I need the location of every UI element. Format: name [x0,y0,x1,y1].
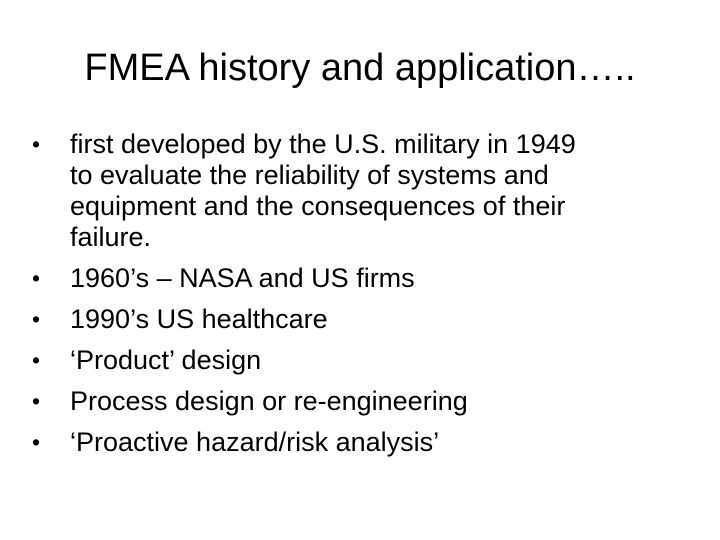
bullet-text: 1990’s US healthcare [70,304,328,334]
bullet-icon: • [32,306,41,332]
list-item [30,129,700,253]
bullet-icon: • [32,429,41,455]
list-item [30,304,700,335]
bullet-icon: • [32,388,41,414]
bullet-icon: • [32,347,41,373]
bullet-text: Process design or re-engineering [70,386,468,416]
bullet-text: 1960’s – NASA and US firms [70,263,415,293]
list-item [30,427,700,458]
slide-title: FMEA history and application….. [84,47,636,89]
bullet-text: ‘Product’ design [70,345,262,375]
bullet-icon: • [32,131,41,157]
bullet-text: ‘Proactive hazard/risk analysis’ [70,427,440,457]
list-item [30,263,700,294]
list-item [30,386,700,417]
list-item [30,345,700,376]
bullet-text: first developed by the U.S. military in 1949 to evaluate the reliability of systems and equipment and the consequences of their failure. [70,129,576,252]
bullet-list [30,129,700,468]
bullet-icon: • [32,265,41,291]
